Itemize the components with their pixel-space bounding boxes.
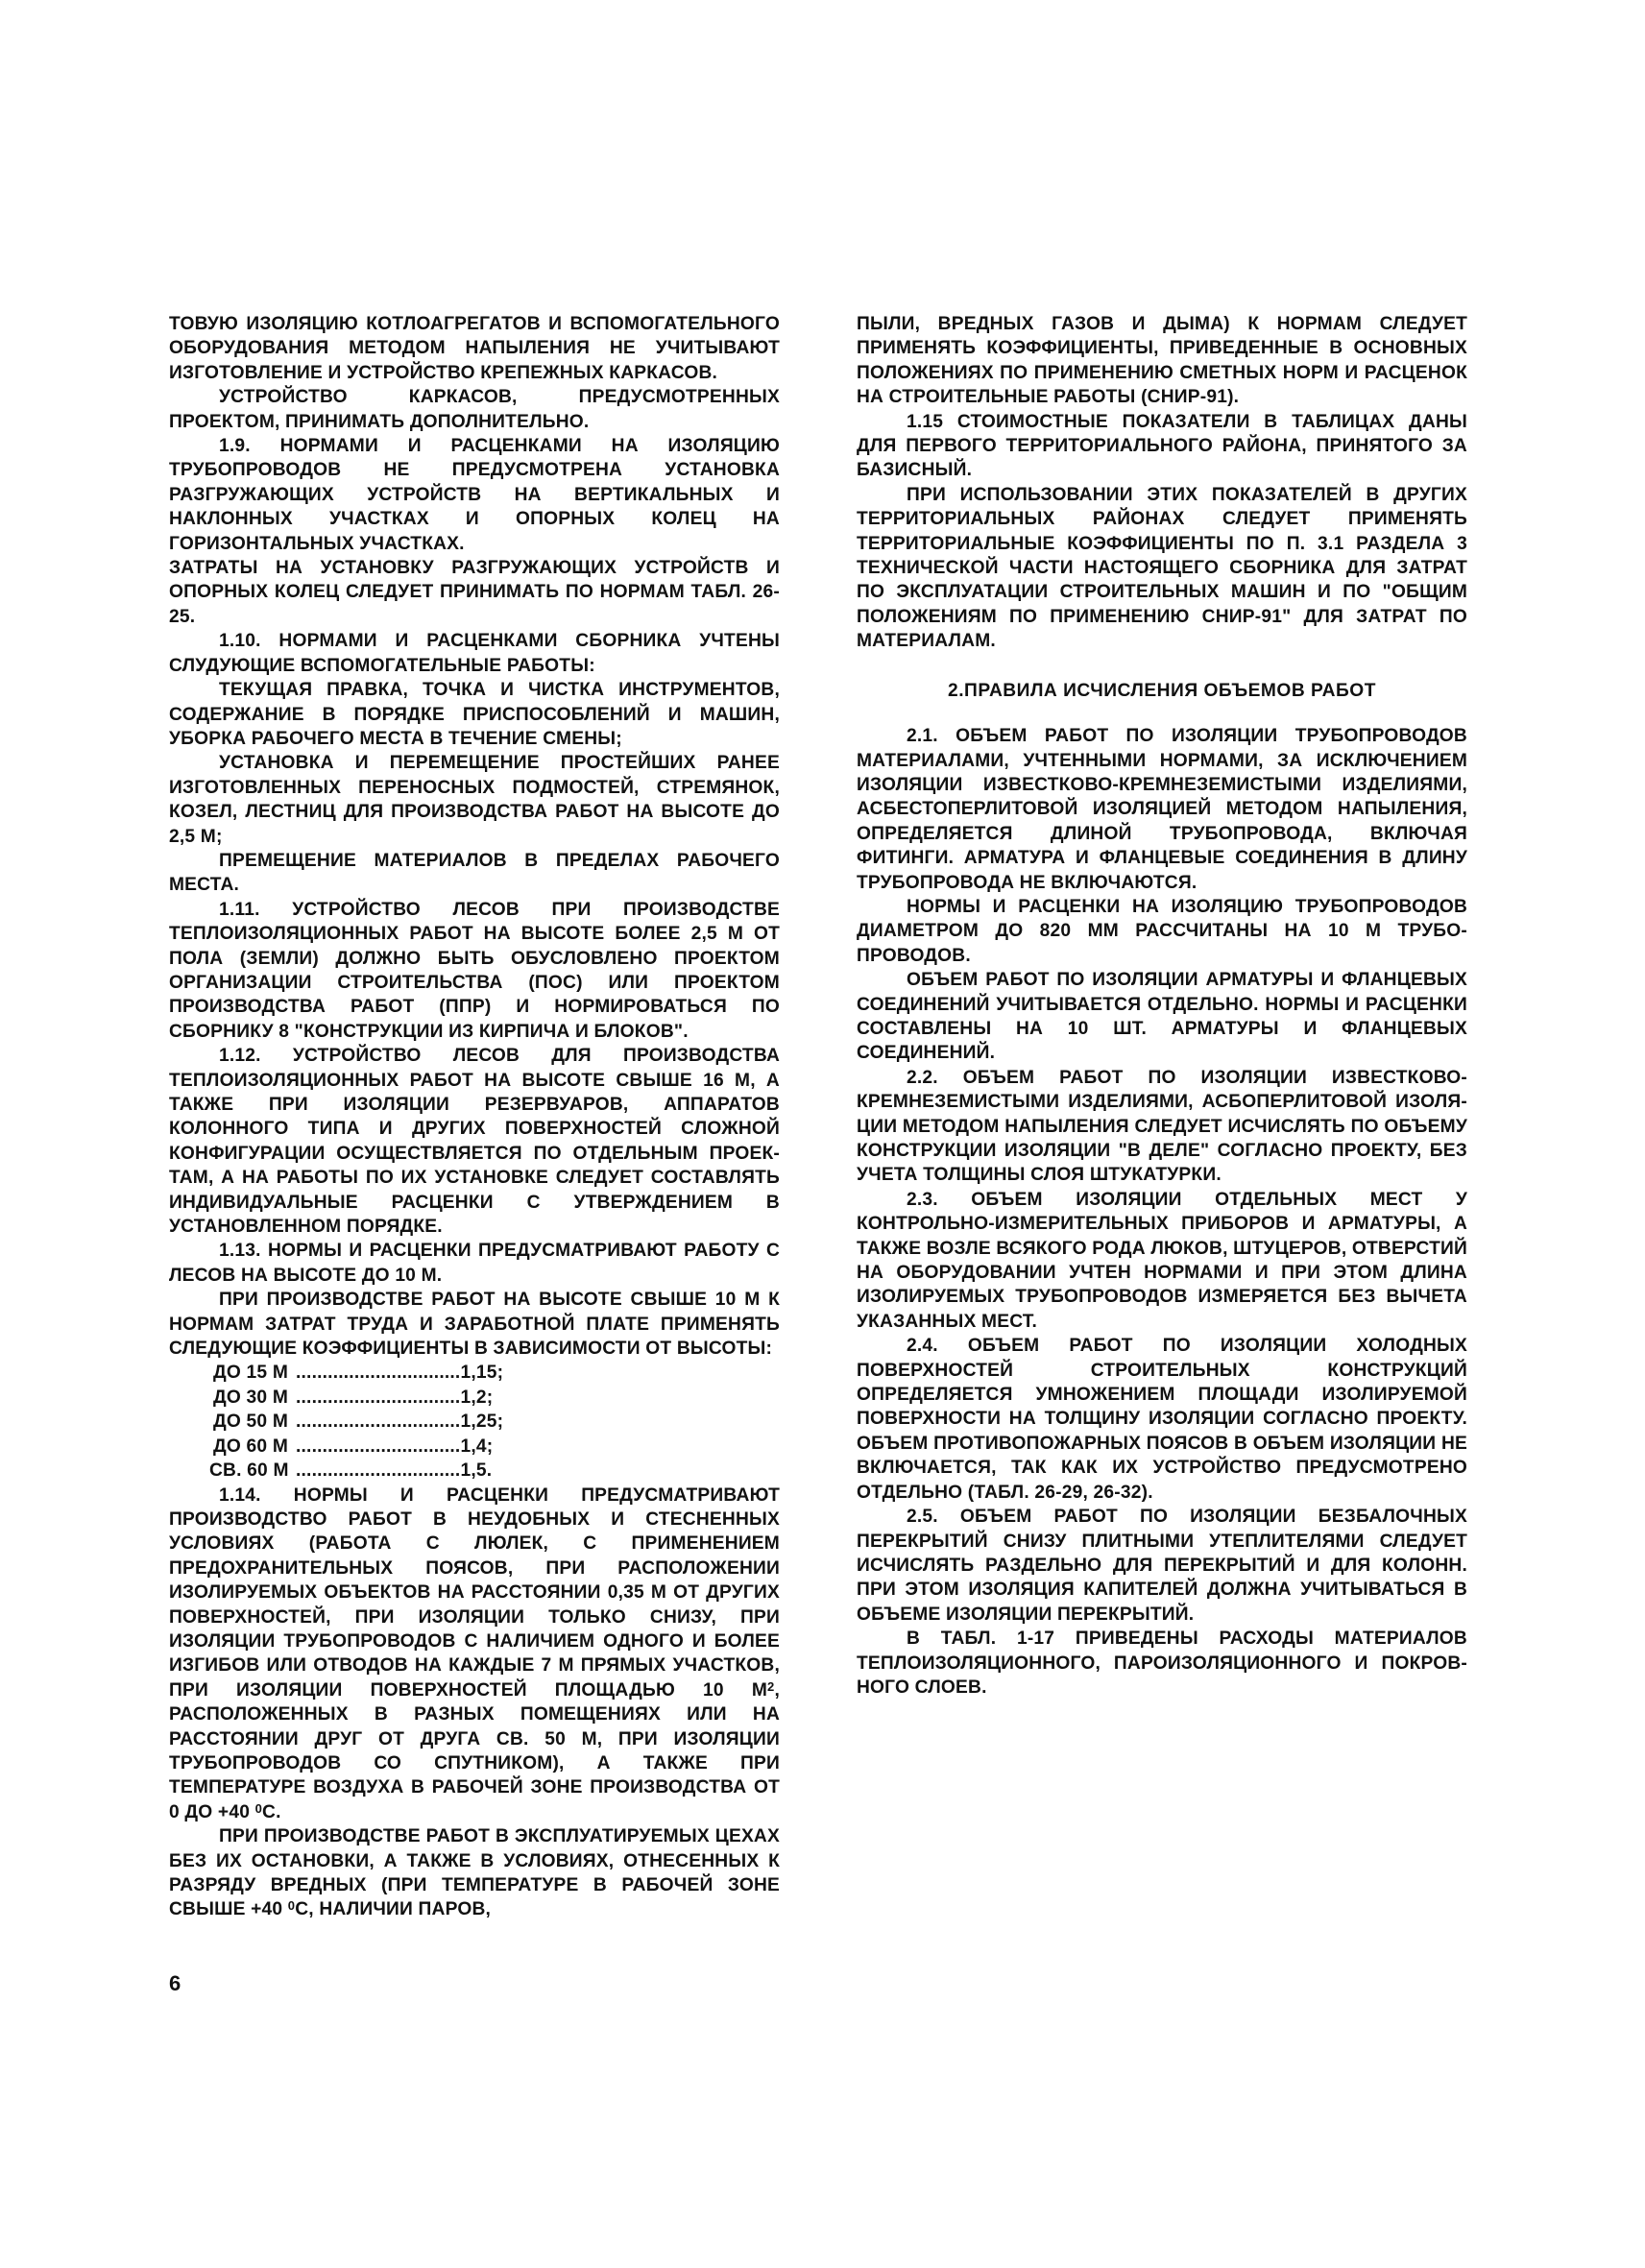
clause-number: 1.13.: [219, 1241, 261, 1262]
clause-text: НОРМЫ И РАСЦЕНКИ ПРЕДУСМАТРИВАЮТ ПРОИЗВОДСТВО РАБОТ В НЕУДОБНЫХ И СТЕСНЕННЫХ УСЛОВИЯХ (РАБОТА С ЛЮЛЕК, С ПРИМЕНЕНИЕМ ПРЕДОХРАНИТЕЛЬНЫХ ПОЯСОВ, ПРИ РАСПОЛОЖЕНИИ ИЗОЛИРУЕМЫХ ОБЪЕКТОВ НА РАССТОЯНИИ 0,35 М ОТ ДРУГИХ ПОВЕРХНОСТЕЙ, ПРИ ИЗОЛЯЦИИ ТОЛЬКО СНИЗУ, ПРИ ИЗОЛЯЦИИ ТРУБОПРОВОДОВ С НАЛИЧИЕМ ОДНОГО И БОЛЕЕ ИЗГИБОВ ИЛИ ОТВОДОВ НА КАЖДЫЕ 7 М ПРЯМЫХ УЧАСТКОВ, ПРИ ИЗОЛЯЦИИ ПОВЕРХНОСТЕЙ ПЛОЩАДЬЮ 10 М: [169, 1484, 780, 1701]
list-item: [209, 1361, 780, 1385]
degree-superscript: 0: [287, 1898, 296, 1914]
clause-number: 1.10.: [219, 631, 261, 652]
paragraph: ПРИ ИСПОЛЬЗОВАНИИ ЭТИХ ПОКАЗАТЕЛЕЙ В ДРУГИХ ТЕРРИТОРИАЛЬНЫХ РАЙОНАХ СЛЕДУЕТ ПРИМЕНЯТЬ ТЕРРИТОРИАЛЬНЫЕ КОЭФФИЦИЕНТЫ ПО П. 3.1 РАЗДЕЛА 3 ТЕХНИЧЕСКОЙ ЧАСТИ НАСТОЯЩЕГО СБОРНИКА ДЛЯ ЗАТРАТ ПО ЭКСПЛУАТАЦИИ СТРОИТЕЛЬНЫХ МАШИН И ПО "ОБЩИМ ПОЛОЖЕНИЯМ ПО ПРИМЕНЕНИЮ СНИР-91" ДЛЯ ЗАТРАТ ПО МАТЕРИАЛАМ.: [857, 484, 1467, 652]
height-label: ДО 50 М: [213, 1411, 288, 1433]
clause-1-10: [169, 629, 780, 678]
paragraph: НОРМЫ И РАСЦЕНКИ НА ИЗОЛЯЦИЮ ТРУБОПРОВОДОВ ДИАМЕТРОМ ДО 820 ММ РАССЧИТАНЫ НА 10 М ТРУБО-ПРОВОДОВ.: [857, 896, 1467, 966]
clause-1-12: [169, 1044, 780, 1239]
clause-number: 2.3.: [907, 1189, 938, 1210]
list-item: [209, 1410, 780, 1434]
paragraph: В ТАБЛ. 1-17 ПРИВЕДЕНЫ РАСХОДЫ МАТЕРИАЛОВ ТЕПЛОИЗОЛЯЦИОННОГО, ПАРОИЗОЛЯЦИОННОГО И ПОКРОВ-НОГО СЛОЕВ.: [857, 1629, 1467, 1698]
clause-number: 1.15: [907, 411, 944, 432]
section-heading: 2.ПРАВИЛА ИСЧИСЛЕНИЯ ОБЪЕМОВ РАБОТ: [948, 680, 1376, 701]
height-label: ДО 30 М: [213, 1387, 288, 1408]
superscript: 2: [767, 1678, 775, 1694]
clause-number: 1.11.: [219, 899, 260, 920]
leader-dots: ...............................: [296, 1411, 461, 1433]
clause-1-14: [169, 1484, 780, 1825]
height-label: ДО 15 М: [213, 1363, 288, 1384]
degree-superscript: 0: [254, 1800, 263, 1816]
page-number: 6: [169, 1971, 181, 1995]
clause-text: СТОИМОСТНЫЕ ПОКАЗАТЕЛИ В ТАБЛИЦАХ ДАНЫ ДЛЯ ПЕРВОГО ТЕРРИТОРИАЛЬНОГО РАЙОНА, ПРИНЯТОГО ЗА БАЗИСНЫЙ.: [857, 411, 1468, 481]
coefficient-value: 1,4;: [460, 1436, 494, 1457]
leader-dots: ...............................: [296, 1387, 461, 1408]
coefficient-value: 1,25;: [460, 1411, 504, 1433]
right-column: [857, 312, 1467, 1700]
coefficient-value: 1,5.: [460, 1460, 493, 1482]
clause-text: ОБЪЕМ РАБОТ ПО ИЗОЛЯЦИИ БЕЗБАЛОЧНЫХ ПЕРЕКРЫТИЙ СНИЗУ ПЛИТНЫМИ УТЕПЛИТЕЛЯМИ СЛЕДУЕТ ИСЧИСЛЯТЬ РАЗДЕЛЬНО ДЛЯ ПЕРЕКРЫТИЙ И ДЛЯ КОЛОНН. ПРИ ЭТОМ ИЗОЛЯЦИЯ КАПИТЕЛЕЙ ДОЛЖНА УЧИТЫВАТЬСЯ В ОБЪЕМЕ ИЗОЛЯЦИИ ПЕРЕКРЫТИЙ.: [857, 1507, 1468, 1625]
clause-number: 1.9.: [219, 436, 251, 457]
left-column: [169, 312, 780, 1922]
clause-1-15: [857, 410, 1467, 483]
clause-number: 1.12.: [219, 1046, 261, 1067]
coefficient-value: 1,15;: [460, 1363, 504, 1384]
leader-dots: ...............................: [296, 1436, 461, 1457]
paragraph: ЗАТРАТЫ НА УСТАНОВКУ РАЗГРУЖАЮЩИХ УСТРОЙСТВ И ОПОРНЫХ КОЛЕЦ СЛЕДУЕТ ПРИНИМАТЬ ПО НОРМАМ ТАБЛ. 26-25.: [169, 558, 780, 627]
paragraph: ПРЕМЕЩЕНИЕ МАТЕРИАЛОВ В ПРЕДЕЛАХ РАБОЧЕГО МЕСТА.: [169, 850, 780, 896]
clause-text: УСТРОЙСТВО ЛЕСОВ ДЛЯ ПРОИЗВОДСТВА ТЕПЛОИЗОЛЯЦИОННЫХ РАБОТ НА ВЫСОТЕ СВЫШЕ 16 М, А ТАКЖЕ ПРИ ИЗОЛЯЦИИ РЕЗЕРВУАРОВ, АППАРАТОВ КОЛОННОГО ТИПА И ДРУГИХ ПОВЕРХНОСТЕЙ СЛОЖНОЙ КОНФИГУРАЦИИ ОСУЩЕСТВЛЯЕТСЯ ПО ОТДЕЛЬНЫМ ПРОЕК-ТАМ, А НА РАБОТЫ ПО ИХ УСТАНОВКЕ СЛЕДУЕТ СОСТАВЛЯТЬ ИНДИВИДУАЛЬНЫЕ РАСЦЕНКИ С УТВЕРЖДЕНИЕМ В УСТАНОВЛЕННОМ ПОРЯДКЕ.: [169, 1046, 780, 1238]
clause-text: ОБЪЕМ РАБОТ ПО ИЗОЛЯЦИИ ХОЛОДНЫХ ПОВЕРХНОСТЕЙ СТРОИТЕЛЬНЫХ КОНСТРУКЦИЙ ОПРЕДЕЛЯЕТСЯ УМНОЖЕНИЕМ ПЛОЩАДИ ИЗОЛИРУЕМОЙ ПОВЕРХНОСТИ НА ТОЛЩИНУ ИЗОЛЯЦИИ СОГЛАСНО ПРОЕКТУ. ОБЪЕМ ПРОТИВОПОЖАРНЫХ ПОЯСОВ В ОБЪЕМ ИЗОЛЯЦИИ НЕ ВКЛЮЧАЕТСЯ, ТАК КАК ИХ УСТРОЙСТВО ПРЕДУСМОТРЕНО ОТДЕЛЬНО (ТАБЛ. 26-29, 26-32).: [857, 1336, 1467, 1503]
paragraph: УСТАНОВКА И ПЕРЕМЕЩЕНИЕ ПРОСТЕЙШИХ РАНЕЕ ИЗГОТОВЛЕННЫХ ПЕРЕНОСНЫХ ПОДМОСТЕЙ, СТРЕМЯНОК, КОЗЕЛ, ЛЕСТНИЦ ДЛЯ ПРОИЗВОДСТВА РАБОТ НА ВЫСОТЕ ДО 2,5 М;: [169, 753, 780, 847]
height-coefficient-list: [209, 1361, 780, 1483]
clause-text: УСТРОЙСТВО ЛЕСОВ ПРИ ПРОИЗВОДСТВЕ ТЕПЛОИЗОЛЯЦИОННЫХ РАБОТ НА ВЫСОТЕ БОЛЕЕ 2,5 М ОТ ПОЛА (ЗЕМЛИ) ДОЛЖНО БЫТЬ ОБУСЛОВЛЕНО ПРОЕКТОМ ОРГАНИЗАЦИИ СТРОИТЕЛЬСТВА (ПОС) ИЛИ ПРОЕКТОМ ПРОИЗВОДСТВА РАБОТ (ППР) И НОРМИРОВАТЬСЯ ПО СБОРНИКУ 8 "КОНСТРУКЦИИ ИЗ КИРПИЧА И БЛОКОВ".: [169, 899, 781, 1042]
clause-number: 1.14.: [219, 1484, 261, 1506]
clause-1-11: [169, 898, 780, 1044]
list-item: [209, 1435, 780, 1459]
clause-text: С.: [262, 1801, 281, 1822]
coefficient-value: 1,2;: [460, 1387, 494, 1408]
clause-number: 2.4.: [907, 1336, 938, 1357]
clause-text: ОБЪЕМ РАБОТ ПО ИЗОЛЯЦИИ ИЗВЕСТКОВО-КРЕМНЕЗЕМИСТЫМИ ИЗДЕЛИЯМИ, АСБОПЕРЛИТОВОЙ ИЗОЛЯ-ЦИИ МЕТОДОМ НАПЫЛЕНИЯ СЛЕДУЕТ ИСЧИСЛЯТЬ ПО ОБЪЕМУ КОНСТРУКЦИИ ИЗОЛЯЦИИ "В ДЕЛЕ" СОГЛАСНО ПРОЕКТУ, БЕЗ УЧЕТА ТОЛЩИНЫ СЛОЯ ШТУКАТУРКИ.: [857, 1067, 1467, 1186]
list-item: [209, 1386, 780, 1410]
clause-text: НОРМАМИ И РАСЦЕНКАМИ НА ИЗОЛЯЦИЮ ТРУБОПРОВОДОВ НЕ ПРЕДУСМОТРЕНА УСТАНОВКА РАЗГРУЖАЮЩИХ УСТРОЙСТВ НА ВЕРТИКАЛЬНЫХ И НАКЛОННЫХ УЧАСТКАХ И ОПОРНЫХ КОЛЕЦ НА ГОРИЗОНТАЛЬНЫХ УЧАСТКАХ.: [169, 436, 781, 554]
paragraph: ПРИ ПРОИЗВОДСТВЕ РАБОТ НА ВЫСОТЕ СВЫШЕ 10 М К НОРМАМ ЗАТРАТ ТРУДА И ЗАРАБОТНОЙ ПЛАТЕ ПРИМЕНЯТЬ СЛЕДУЮЩИЕ КОЭФФИЦИЕНТЫ В ЗАВИСИМОСТИ ОТ ВЫСОТЫ:: [169, 1290, 780, 1360]
list-item: [209, 1459, 780, 1483]
clause-text: , РАСПОЛОЖЕННЫХ В РАЗНЫХ ПОМЕЩЕНИЯХ ИЛИ НА РАССТОЯНИИ ДРУГ ОТ ДРУГА СВ. 50 М, ПРИ ИЗОЛЯЦИИ ТРУБОПРОВОДОВ СО СПУТНИКОМ), А ТАКЖЕ ПРИ ТЕМПЕРАТУРЕ ВОЗДУХА В РАБОЧЕЙ ЗОНЕ ПРОИЗВОДСТВА ОТ 0 ДО +40: [169, 1679, 780, 1822]
leader-dots: ...............................: [296, 1363, 461, 1384]
clause-2-5: [857, 1505, 1467, 1627]
clause-1-13: [169, 1239, 780, 1288]
leader-dots: ...............................: [296, 1460, 461, 1482]
clause-1-9: [169, 434, 780, 556]
clause-text: НОРМАМИ И РАСЦЕНКАМИ СБОРНИКА УЧТЕНЫ СЛУДУЮЩИЕ ВСПОМОГАТЕЛЬНЫЕ РАБОТЫ:: [169, 631, 780, 676]
clause-text: НОРМЫ И РАСЦЕНКИ ПРЕДУСМАТРИВАЮТ РАБОТУ С ЛЕСОВ НА ВЫСОТЕ ДО 10 М.: [169, 1241, 781, 1286]
height-label: СВ. 60 М: [209, 1460, 289, 1482]
clause-number: 2.2.: [907, 1067, 938, 1088]
clause-text: ОБЪЕМ РАБОТ ПО ИЗОЛЯЦИИ ТРУБОПРОВОДОВ МАТЕРИАЛАМИ, УЧТЕННЫМИ НОРМАМИ, ЗА ИСКЛЮЧЕНИЕМ ИЗОЛЯЦИИ ИЗВЕСТКОВО-КРЕМНЕЗЕМИСТЫМИ ИЗДЕЛИЯМИ, АСБЕСТОПЕРЛИТОВОЙ ИЗОЛЯЦИЕЙ МЕТОДОМ НАПЫЛЕНИЯ, ОПРЕДЕЛЯЕТСЯ ДЛИНОЙ ТРУБОПРОВОДА, ВКЛЮЧАЯ ФИТИНГИ. АРМАТУРА И ФЛАНЦЕВЫЕ СОЕДИНЕНИЯ В ДЛИНУ ТРУБОПРОВОДА НЕ ВКЛЮЧАЮТСЯ.: [857, 726, 1467, 893]
clause-2-4: [857, 1334, 1467, 1505]
clause-2-1: [857, 724, 1467, 895]
paragraph: [169, 1824, 780, 1922]
paragraph: ТОВУЮ ИЗОЛЯЦИЮ КОТЛОАГРЕГАТОВ И ВСПОМОГАТЕЛЬНОГО ОБОРУДОВАНИЯ МЕТОДОМ НАПЫЛЕНИЯ НЕ УЧИТЫВАЮТ ИЗГОТОВЛЕНИЕ И УСТРОЙСТВО КРЕПЕЖНЫХ КАРКАСОВ.: [169, 314, 780, 383]
clause-text: ОБЪЕМ ИЗОЛЯЦИИ ОТДЕЛЬНЫХ МЕСТ У КОНТРОЛЬНО-ИЗМЕРИТЕЛЬНЫХ ПРИБОРОВ И АРМАТУРЫ, А ТАКЖЕ ВОЗЛЕ ВСЯКОГО РОДА ЛЮКОВ, ШТУЦЕРОВ, ОТВЕРСТИЙ НА ОБОРУДОВАНИИ УЧТЕН НОРМАМИ И ПРИ ЭТОМ ДЛИНА ИЗОЛИРУЕМЫХ ТРУБОПРОВОДОВ ИЗМЕРЯЕТСЯ БЕЗ ВЫЧЕТА УКАЗАННЫХ МЕСТ.: [857, 1189, 1467, 1332]
paragraph: ОБЪЕМ РАБОТ ПО ИЗОЛЯЦИИ АРМАТУРЫ И ФЛАНЦЕВЫХ СОЕДИНЕНИЙ УЧИТЫВАЕТСЯ ОТДЕЛЬНО. НОРМЫ И РАСЦЕНКИ СОСТАВЛЕНЫ НА 10 ШТ. АРМАТУРЫ И ФЛАНЦЕВЫХ СОЕДИНЕНИЙ.: [857, 970, 1467, 1064]
height-label: ДО 60 М: [213, 1436, 288, 1457]
clause-2-2: [857, 1066, 1467, 1188]
paragraph: УСТРОЙСТВО КАРКАСОВ, ПРЕДУСМОТРЕННЫХ ПРОЕКТОМ, ПРИНИМАТЬ ДОПОЛНИТЕЛЬНО.: [169, 387, 780, 432]
paragraph: ТЕКУЩАЯ ПРАВКА, ТОЧКА И ЧИСТКА ИНСТРУМЕНТОВ, СОДЕРЖАНИЕ В ПОРЯДКЕ ПРИСПОСОБЛЕНИЙ И МАШИН, УБОРКА РАБОЧЕГО МЕСТА В ТЕЧЕНИЕ СМЕНЫ;: [169, 680, 780, 749]
clause-2-3: [857, 1188, 1467, 1334]
clause-number: 2.5.: [907, 1507, 938, 1528]
clause-number: 2.1.: [907, 726, 938, 747]
paragraph: ПЫЛИ, ВРЕДНЫХ ГАЗОВ И ДЫМА) К НОРМАМ СЛЕДУЕТ ПРИМЕНЯТЬ КОЭФФИЦИЕНТЫ, ПРИВЕДЕННЫЕ В ОСНОВНЫХ ПОЛОЖЕНИЯХ ПО ПРИМЕНЕНИЮ СМЕТНЫХ НОРМ И РАСЦЕНОК НА СТРОИТЕЛЬНЫЕ РАБОТЫ (СНИР-91).: [857, 314, 1467, 408]
paragraph-text: С, НАЛИЧИИ ПАРОВ,: [295, 1899, 492, 1920]
paragraph-text: ПРИ ПРОИЗВОДСТВЕ РАБОТ В ЭКСПЛУАТИРУЕМЫХ ЦЕХАХ БЕЗ ИХ ОСТАНОВКИ, А ТАКЖЕ В УСЛОВИЯХ, ОТНЕСЕННЫХ К РАЗРЯДУ ВРЕДНЫХ (ПРИ ТЕМПЕРАТУРЕ В РАБОЧЕЙ ЗОНЕ СВЫШЕ +40: [169, 1826, 780, 1920]
